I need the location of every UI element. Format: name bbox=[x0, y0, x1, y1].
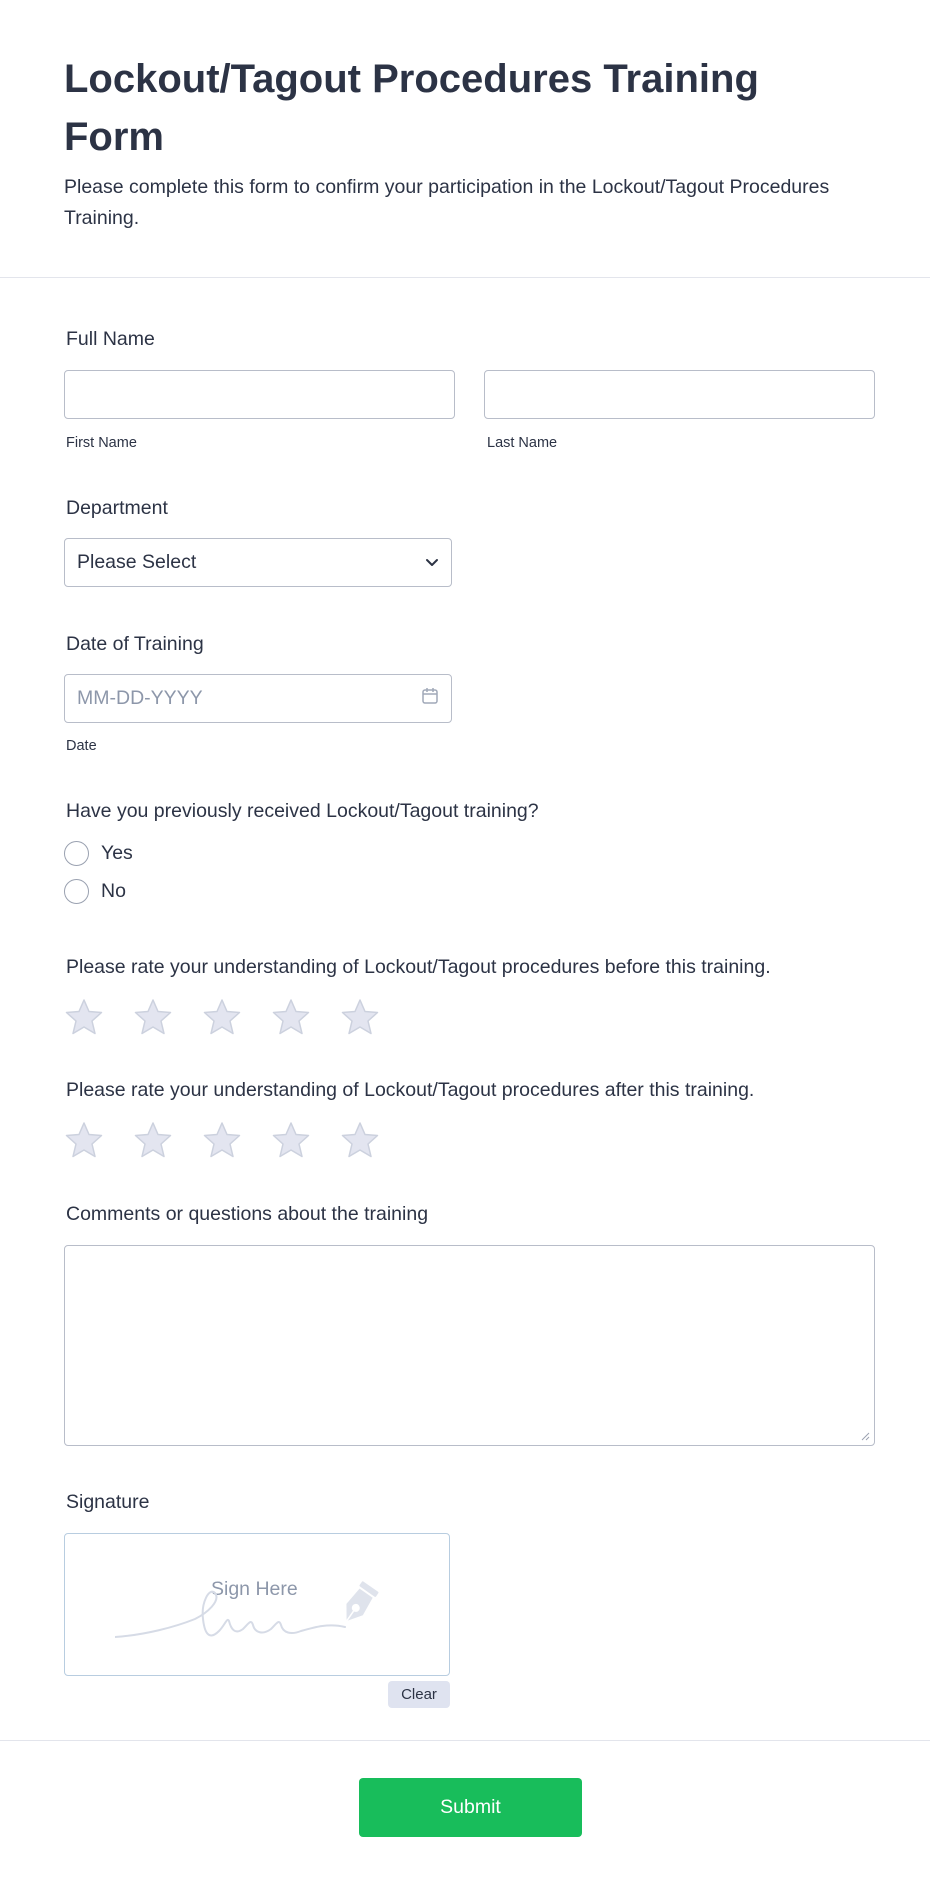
rating-before-stars bbox=[64, 997, 409, 1037]
rating-before-question: Please rate your understanding of Lockout/Tagout procedures before this training. bbox=[66, 956, 771, 978]
radio-option-yes[interactable] bbox=[64, 841, 133, 866]
first-name-sublabel: First Name bbox=[66, 435, 137, 451]
radio-option-no[interactable] bbox=[64, 879, 126, 904]
rating-after-stars bbox=[64, 1120, 409, 1160]
comments-textarea[interactable] bbox=[64, 1245, 875, 1446]
form-header bbox=[0, 0, 930, 278]
radio-label-no: No bbox=[101, 880, 126, 902]
rating-after-question: Please rate your understanding of Lockout/Tagout procedures after this training. bbox=[66, 1079, 755, 1101]
previous-training-question: Have you previously received Lockout/Tagout training? bbox=[66, 800, 539, 822]
star-icon[interactable] bbox=[133, 997, 173, 1037]
date-sublabel: Date bbox=[66, 738, 97, 754]
radio-label-yes: Yes bbox=[101, 842, 133, 864]
clear-signature-button[interactable]: Clear bbox=[388, 1681, 450, 1708]
radio-circle[interactable] bbox=[64, 879, 89, 904]
star-icon[interactable] bbox=[340, 1120, 380, 1160]
form-footer bbox=[0, 1740, 930, 1887]
department-label: Department bbox=[66, 497, 168, 519]
star-icon[interactable] bbox=[133, 1120, 173, 1160]
star-icon[interactable] bbox=[271, 997, 311, 1037]
star-icon[interactable] bbox=[64, 1120, 104, 1160]
radio-circle[interactable] bbox=[64, 841, 89, 866]
full-name-label: Full Name bbox=[66, 328, 155, 350]
date-input[interactable] bbox=[64, 674, 452, 723]
first-name-input[interactable] bbox=[64, 370, 455, 419]
form-description: Please complete this form to confirm your participation in the Lockout/Tagout Procedures Training. bbox=[64, 176, 830, 229]
sign-here-placeholder: Sign Here bbox=[211, 1578, 298, 1600]
star-icon[interactable] bbox=[64, 997, 104, 1037]
signature-scribble-icon bbox=[115, 1579, 405, 1649]
last-name-input[interactable] bbox=[484, 370, 875, 419]
submit-button[interactable]: Submit bbox=[359, 1778, 582, 1837]
resize-handle-icon[interactable] bbox=[860, 1431, 870, 1441]
star-icon[interactable] bbox=[340, 997, 380, 1037]
calendar-icon[interactable] bbox=[421, 687, 439, 711]
star-icon[interactable] bbox=[202, 1120, 242, 1160]
signature-label: Signature bbox=[66, 1491, 150, 1513]
department-select[interactable] bbox=[64, 538, 452, 587]
department-selected-value: Please Select bbox=[77, 551, 197, 573]
form-body bbox=[0, 278, 930, 1740]
star-icon[interactable] bbox=[271, 1120, 311, 1160]
comments-label: Comments or questions about the training bbox=[66, 1203, 429, 1225]
page-title: Lockout/Tagout Procedures Training Form bbox=[64, 57, 759, 159]
signature-pad[interactable] bbox=[64, 1533, 450, 1676]
date-placeholder: MM-DD-YYYY bbox=[77, 687, 203, 709]
last-name-sublabel: Last Name bbox=[487, 435, 558, 451]
chevron-down-icon bbox=[425, 551, 439, 574]
date-of-training-label: Date of Training bbox=[66, 633, 204, 655]
star-icon[interactable] bbox=[202, 997, 242, 1037]
